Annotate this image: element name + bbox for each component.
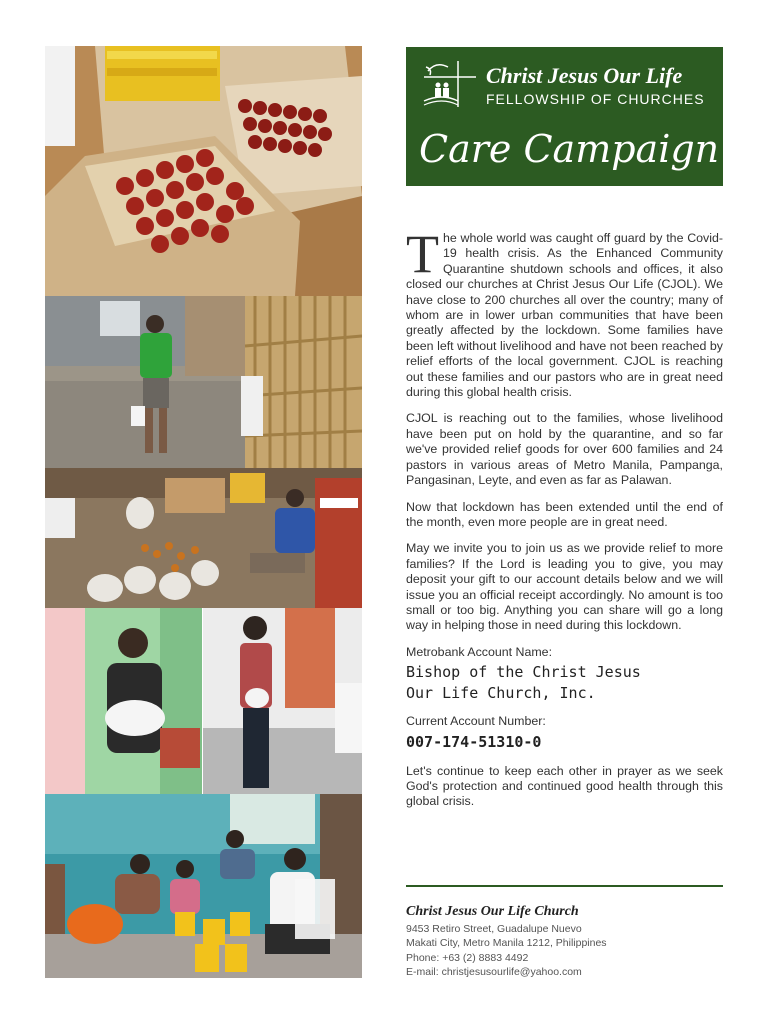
- closing-paragraph: Let's continue to keep each other in prayer as we seek God's protection and continued good health through this global crisis.: [406, 763, 723, 809]
- account-name-line2: Our Life Church, Inc.: [406, 684, 596, 703]
- body-text: [406, 224, 723, 821]
- footer-divider: [406, 885, 723, 887]
- footer-address-line2: Makati City, Metro Manila 1212, Philippines: [406, 937, 607, 950]
- intro-text: he whole world was caught off guard by the Covid-19 health crisis. As the Enhanced Community Quarantine shutdown schools and offices, it also closed our churches at Christ Jesus Our Life (CJOL). We have close to 200 churches all over the country; many of whom are in lower urban communities that have been greatly affected by the lockdown. Some families have been left without livelihood and have not been reached by relief efforts of the local government. CJOL is reaching out these families and our pastors who are in great need during this global health crisis.: [406, 231, 723, 400]
- photo-relief-boxes: [45, 46, 362, 296]
- org-subtitle: FELLOWSHIP OF CHURCHES: [486, 91, 705, 107]
- photo-packing-group: [45, 794, 362, 978]
- paragraph-lockdown: Now that lockdown has been extended until the end of the month, even more people are in great need.: [406, 499, 723, 529]
- church-logo-icon: [418, 57, 476, 109]
- account-name-line1: Bishop of the Christ Jesus: [406, 663, 641, 682]
- paragraph-reach: CJOL is reaching out to the families, whose livelihood have been put on hold by the quarantine, and so far we've provided relief goods for over 600 families and 24 pastors in various areas of Metro Manila, Pampanga, Pangasinan, Leyte, and even as far as Palawan.: [406, 411, 723, 488]
- account-number-label: Current Account Number:: [406, 714, 546, 729]
- paragraph-invite: May we invite you to join us as we provide relief to more families? If the Lord is leading you to give, you may deposit your gift to our account details below and we will issue you an official receipt accordingly. No amount is too small or too big. Anything you can share will go a long way in helping those in need during this lockdown.: [406, 541, 723, 633]
- photo-sorting-goods: [45, 468, 362, 608]
- header-banner: [406, 47, 723, 186]
- org-name: Christ Jesus Our Life: [486, 63, 683, 88]
- photo-collage: [45, 46, 362, 978]
- photo-women-with-bags: [45, 608, 362, 794]
- footer-phone: Phone: +63 (2) 8883 4492: [406, 951, 529, 964]
- account-number: 007-174-51310-0: [406, 732, 542, 751]
- dropcap: T: [406, 224, 439, 284]
- intro-paragraph: [406, 224, 723, 400]
- photo-delivery-walk: [45, 296, 362, 468]
- footer-address-line1: 9453 Retiro Street, Guadalupe Nuevo: [406, 923, 582, 935]
- footer-email: E-mail: christjesusourlife@yahoo.com: [406, 966, 582, 979]
- footer-church-name: Christ Jesus Our Life Church: [406, 904, 579, 919]
- account-name: [406, 662, 723, 704]
- campaign-title: Care Campaign: [419, 127, 720, 171]
- contact-footer: [406, 904, 723, 980]
- account-name-label: Metrobank Account Name:: [406, 644, 553, 659]
